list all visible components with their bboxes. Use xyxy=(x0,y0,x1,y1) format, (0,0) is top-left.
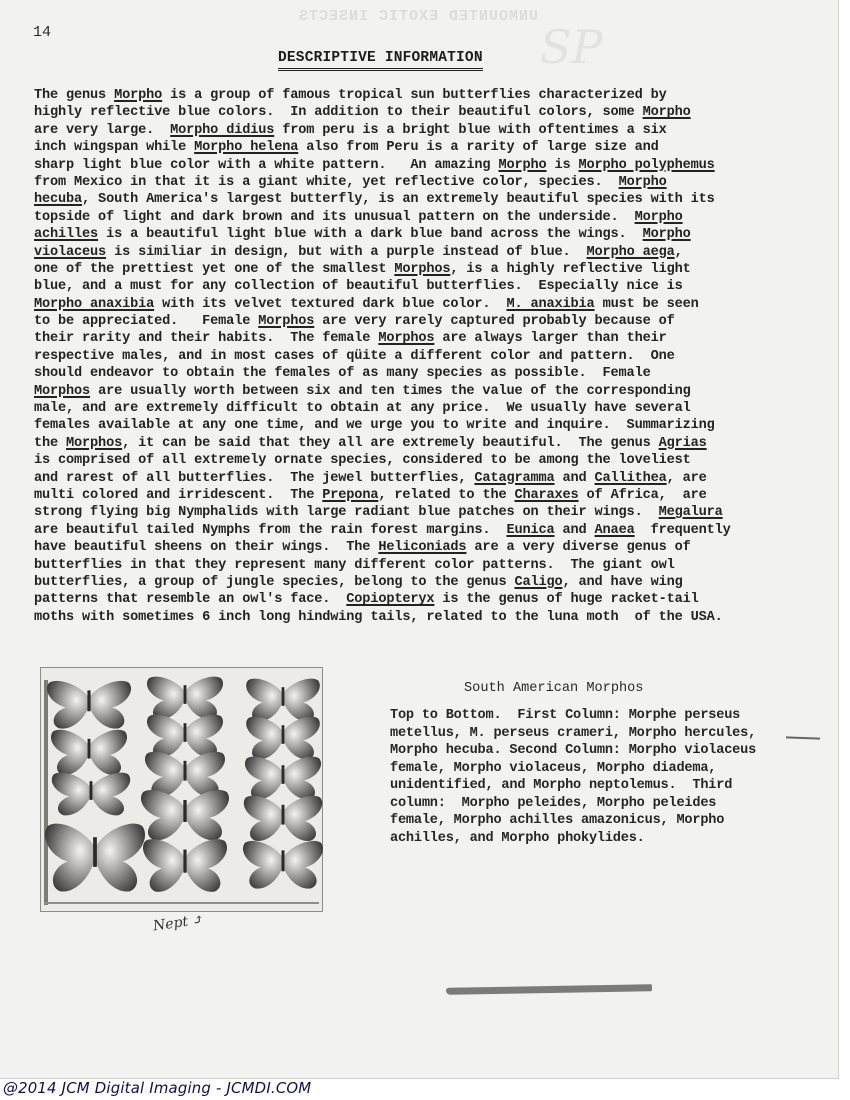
butterfly-specimens-illustration xyxy=(41,668,324,913)
underlined-taxon-name: Agrias xyxy=(658,435,707,451)
underlined-taxon-name: Morpho polyphemus xyxy=(578,157,715,173)
underlined-taxon-name: Morpho xyxy=(618,174,667,190)
pencil-margin-mark xyxy=(786,736,820,739)
paragraph-line xyxy=(34,348,774,365)
paragraph-line xyxy=(34,383,774,400)
text-segment: respective males, and in most cases of qüite a different color and pattern. One xyxy=(34,348,675,364)
text-segment: are a very diverse genus of xyxy=(466,540,691,556)
text-segment: , are xyxy=(666,470,707,486)
paragraph-line xyxy=(34,209,774,226)
caption-line: Morpho hecuba. Second Column: Morpho violaceus xyxy=(390,743,757,758)
paragraph-line xyxy=(34,574,774,591)
paragraph-line xyxy=(34,313,774,330)
text-segment: is xyxy=(546,157,579,173)
caption-line: achilles, and Morpho phokylides. xyxy=(390,830,645,846)
paragraph-line xyxy=(34,365,774,382)
page-number: 14 xyxy=(33,24,52,41)
text-segment: also from Peru is a rarity of large size and xyxy=(298,140,659,156)
underlined-taxon-name: M. anaxibia xyxy=(506,296,595,312)
text-segment: is a beautiful light blue with a dark blue band across the wings. xyxy=(98,227,643,243)
handwritten-note-text: Nept xyxy=(152,913,190,935)
text-segment: should endeavor to obtain the females of as many species as possible. Female xyxy=(34,366,651,382)
underlined-taxon-name: Caligo xyxy=(514,574,563,590)
text-segment: , and have wing xyxy=(562,574,683,590)
text-segment: sharp light blue color with a white pattern. An amazing xyxy=(34,157,499,173)
figure-caption xyxy=(390,707,756,847)
text-segment: is comprised of all extremely ornate species, considered to be among the loveliest xyxy=(34,453,691,469)
figure-caption-title: South American Morphos xyxy=(464,681,644,696)
text-segment: and rarest of all butterflies. The jewel butterflies, xyxy=(34,470,475,486)
text-segment: is the genus of huge racket-tail xyxy=(434,592,699,608)
paragraph-line xyxy=(34,261,774,278)
text-segment: , South America's largest butterfly, is an extremely beautiful species with its xyxy=(82,192,715,208)
underlined-taxon-name: Megalura xyxy=(658,505,723,521)
underlined-taxon-name: Morpho aega xyxy=(586,244,675,260)
paragraph-line xyxy=(34,296,774,313)
paragraph-line xyxy=(34,191,774,208)
text-segment: , is a highly reflective light xyxy=(450,261,691,277)
underlined-taxon-name: Morpho xyxy=(114,88,163,103)
underlined-taxon-name: violaceus xyxy=(34,244,107,260)
paragraph-line xyxy=(34,87,774,104)
underlined-taxon-name: Catagramma xyxy=(474,470,555,486)
underlined-taxon-name: Morpho xyxy=(634,209,683,225)
text-segment: male, and are extremely difficult to obtain at any price. We usually have several xyxy=(34,401,691,417)
paragraph-line xyxy=(34,470,774,487)
paragraph-line xyxy=(34,487,774,504)
paragraph-line xyxy=(34,330,774,347)
caption-line: column: Morpho peleides, Morpho peleides xyxy=(390,795,717,811)
text-segment: are very large. xyxy=(34,122,171,138)
paragraph-line xyxy=(34,226,774,243)
paragraph-line xyxy=(34,417,774,434)
caption-line: female, Morpho achilles amazonicus, Morpho xyxy=(390,813,725,828)
paragraph-line xyxy=(34,278,774,295)
text-segment: strong flying big Nymphalids with large radiant blue patches on their wings. xyxy=(34,505,659,521)
text-segment: topside of light and dark brown and its unusual pattern on the underside. xyxy=(34,209,635,225)
text-segment: butterflies, a group of jungle species, belong to the genus xyxy=(34,574,515,590)
text-segment: must be seen xyxy=(594,296,699,312)
text-segment: are very rarely captured probably because of xyxy=(314,314,675,330)
underlined-taxon-name: Anaea xyxy=(594,522,635,538)
section-title: DESCRIPTIVE INFORMATION xyxy=(278,49,483,71)
underlined-taxon-name: Morphos xyxy=(378,331,435,347)
paragraph-line xyxy=(34,609,774,626)
caption-line: metellus, M. perseus crameri, Morpho hercules, xyxy=(390,725,757,741)
paragraph-line xyxy=(34,539,774,556)
text-segment: and xyxy=(554,522,595,538)
underlined-taxon-name: Prepona xyxy=(322,487,379,503)
paragraph-line xyxy=(34,157,774,174)
underlined-taxon-name: Morpho helena xyxy=(194,140,299,156)
text-segment: butterflies in that they represent many different color patterns. The giant owl xyxy=(34,557,675,573)
underlined-taxon-name: Charaxes xyxy=(514,487,579,503)
caption-line: Top to Bottom. First Column: Morphe perseus xyxy=(390,708,741,723)
text-segment: one of the prettiest yet one of the smallest xyxy=(34,261,395,277)
text-segment: to be appreciated. Female xyxy=(34,314,259,330)
descriptive-paragraph xyxy=(34,87,774,626)
paragraph-line xyxy=(34,452,774,469)
paragraph-line xyxy=(34,174,774,191)
paragraph-line xyxy=(34,122,774,139)
text-segment: are always larger than their xyxy=(434,331,667,347)
text-segment: their rarity and their habits. The female xyxy=(34,331,379,347)
text-segment: are usually worth between six and ten times the value of the corresponding xyxy=(90,383,691,399)
underlined-taxon-name: Morphos xyxy=(66,435,123,451)
text-segment: inch wingspan while xyxy=(34,140,195,156)
text-segment: blue, and a must for any collection of beautiful butterflies. Especially nice is xyxy=(34,279,683,295)
text-segment: have beautiful sheens on their wings. The xyxy=(34,540,379,556)
underlined-taxon-name: Morphos xyxy=(258,314,315,330)
text-segment: is similiar in design, but with a purple instead of blue. xyxy=(106,244,587,260)
underlined-taxon-name: Morpho xyxy=(498,157,547,173)
underlined-taxon-name: Morpho anaxibia xyxy=(34,296,155,312)
underlined-taxon-name: Eunica xyxy=(506,522,555,538)
paragraph-line xyxy=(34,591,774,608)
text-segment: from Mexico in that it is a giant white, yet reflective color, species. xyxy=(34,174,619,190)
underlined-taxon-name: Morpho xyxy=(642,105,691,121)
text-segment: are beautiful tailed Nymphs from the rain forest margins. xyxy=(34,522,507,538)
text-segment: highly reflective blue colors. In addition to their beautiful colors, some xyxy=(34,105,643,121)
underlined-taxon-name: Heliconiads xyxy=(378,540,467,556)
text-segment: multi colored and irridescent. The xyxy=(34,487,323,503)
copyright-watermark: @2014 JCM Digital Imaging - JCMDI.COM xyxy=(3,1079,312,1097)
text-segment: patterns that resemble an owl's face. xyxy=(34,592,347,608)
paragraph-line xyxy=(34,244,774,261)
pencil-stroke-mark xyxy=(446,984,652,995)
underlined-taxon-name: Morpho didius xyxy=(170,122,275,138)
underlined-taxon-name: Morphos xyxy=(34,383,91,399)
underlined-taxon-name: achilles xyxy=(34,227,99,243)
underlined-taxon-name: Morpho xyxy=(642,227,691,243)
paragraph-line xyxy=(34,400,774,417)
underlined-taxon-name: Copiopteryx xyxy=(346,592,435,608)
handwritten-annotation xyxy=(152,912,205,935)
butterfly-specimen-photo xyxy=(40,667,323,912)
caption-line: unidentified, and Morpho neptolemus. Third xyxy=(390,778,733,793)
paragraph-line xyxy=(34,104,774,121)
text-segment: and xyxy=(554,470,595,486)
text-segment: , xyxy=(674,244,683,260)
bleed-through-title: UNMOUNTED EXOTIC INSECTS xyxy=(298,8,539,25)
text-segment: is a group of famous tropical sun butterflies characterized by xyxy=(162,88,667,103)
paragraph-line xyxy=(34,435,774,452)
text-segment: , it can be said that they all are extremely beautiful. The genus xyxy=(122,435,659,451)
underlined-taxon-name: Callithea xyxy=(594,470,667,486)
paragraph-line xyxy=(34,557,774,574)
bleed-through-handwriting: SP xyxy=(540,20,603,74)
text-segment: from peru is a bright blue with oftentimes a six xyxy=(274,122,667,138)
text-segment: The genus xyxy=(34,88,115,103)
text-segment: with its velvet textured dark blue color. xyxy=(154,296,507,312)
text-segment: females available at any one time, and we urge you to write and inquire. Summarizing xyxy=(34,418,715,434)
underlined-taxon-name: Morphos xyxy=(394,261,451,277)
underlined-taxon-name: hecuba xyxy=(34,192,83,208)
hand-drawn-arrow-icon: ⤴ xyxy=(191,911,206,929)
text-segment: , related to the xyxy=(378,487,515,503)
text-segment: of Africa, are xyxy=(578,487,707,503)
caption-line: female, Morpho violaceus, Morpho diadema, xyxy=(390,760,717,776)
paragraph-line xyxy=(34,139,774,156)
paragraph-line xyxy=(34,522,774,539)
text-segment: the xyxy=(34,435,67,451)
text-segment: moths with sometimes 6 inch long hindwing tails, related to the luna moth of the USA. xyxy=(34,609,723,625)
paragraph-line xyxy=(34,504,774,521)
text-segment: frequently xyxy=(634,522,731,538)
